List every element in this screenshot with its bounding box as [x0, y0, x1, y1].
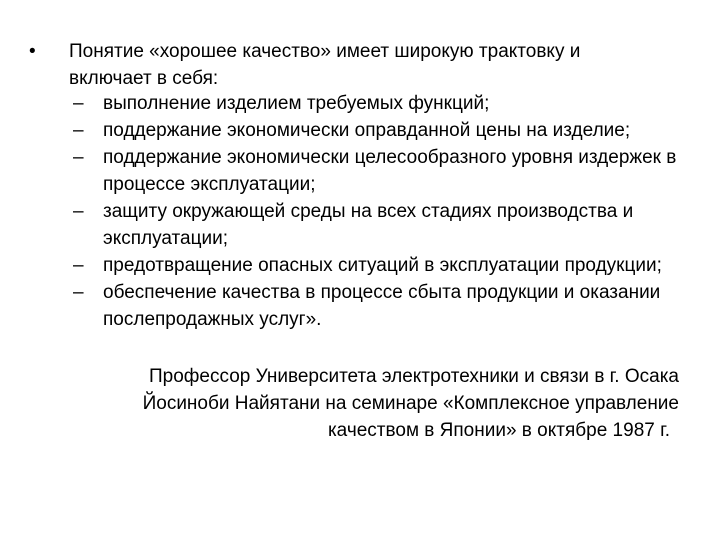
sub-bullet-text: обеспечение качества в процессе сбыта продукции и оказании послепродажных услуг». — [103, 282, 661, 330]
dash-marker: – — [73, 255, 84, 276]
bullet-marker: • — [29, 41, 36, 62]
sub-bullet-item — [73, 117, 693, 144]
sub-bullet-item — [73, 90, 693, 117]
sub-bullet-item — [73, 144, 693, 198]
attribution-line: Йосиноби Найятани на семинаре «Комплексное управление — [142, 393, 679, 414]
dash-marker: – — [73, 147, 84, 168]
sub-bullet-text: защиту окружающей среды на всех стадиях производства и эксплуатации; — [103, 201, 634, 249]
sub-bullet-item — [73, 279, 693, 333]
sub-bullet-item — [73, 252, 693, 279]
sub-bullet-item — [73, 198, 693, 252]
dash-marker: – — [73, 93, 84, 114]
main-bullet-text: Понятие «хорошее качество» имеет широкую трактовку и включает в себя: — [69, 41, 581, 89]
dash-marker: – — [73, 120, 84, 141]
main-bullet — [29, 38, 659, 92]
sub-bullet-text: выполнение изделием требуемых функций; — [103, 93, 490, 114]
sub-bullet-text: поддержание экономически целесообразного уровня издержек в процессе эксплуатации; — [103, 147, 677, 195]
dash-marker: – — [73, 201, 84, 222]
quote-attribution — [100, 363, 685, 444]
attribution-line: качеством в Японии» в октябре 1987 г. — [327, 420, 670, 441]
sub-bullet-list — [73, 90, 693, 333]
sub-bullet-text: предотвращение опасных ситуаций в эксплуатации продукции; — [103, 255, 662, 276]
attribution-line: Профессор Университета электротехники и связи в г. Осака — [149, 366, 679, 387]
sub-bullet-text: поддержание экономически оправданной цены на изделие; — [103, 120, 631, 141]
dash-marker: – — [73, 282, 84, 303]
